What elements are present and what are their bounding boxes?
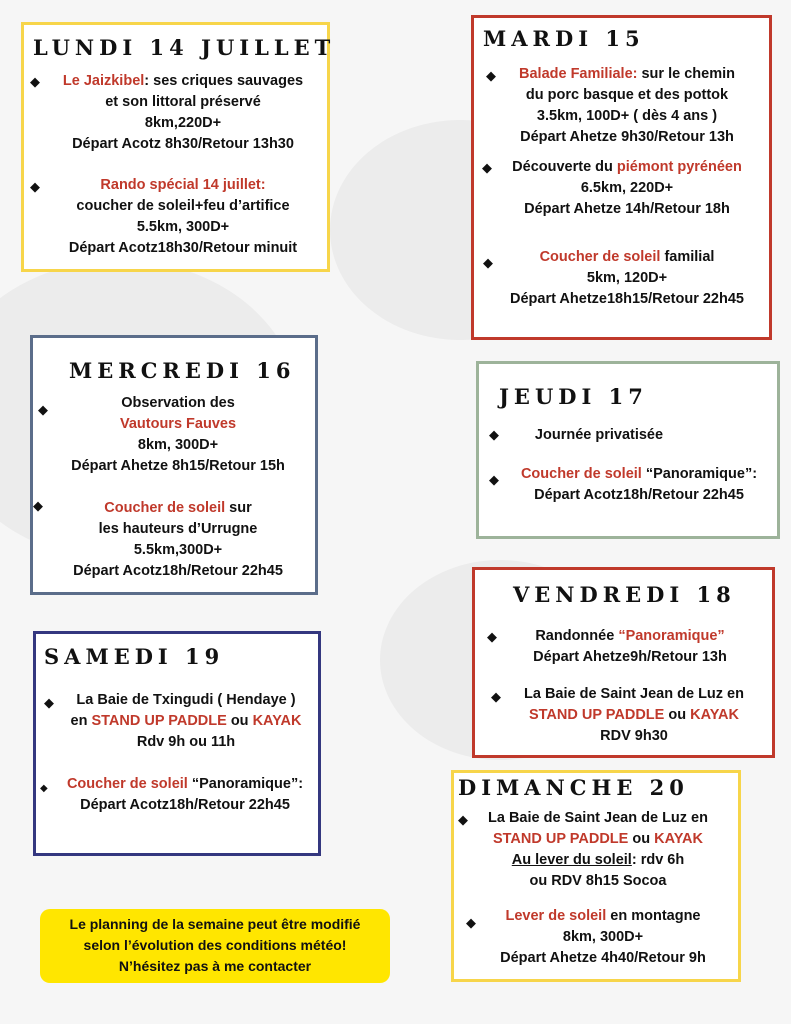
activity-line: RDV 9h30 <box>600 728 668 744</box>
bullet-icon: ◆ <box>30 74 40 89</box>
activity-paddle-stjeandeluz <box>499 684 769 747</box>
activity-paddle-lever-soleil <box>468 808 728 892</box>
activity-line: Départ Ahetze 8h15/Retour 15h <box>71 458 285 474</box>
activity-line: 8km, 300D+ <box>137 437 219 453</box>
activity-name: KAYAK <box>252 713 302 729</box>
activity-name: Vautours Fauves <box>119 416 237 432</box>
card-samedi <box>33 631 321 856</box>
activity-line: Rdv 9h ou 11h <box>136 734 236 750</box>
activity-line: Départ Acotz18h/Retour 22h45 <box>534 487 744 503</box>
day-title: VENDREDI 18 <box>513 582 736 607</box>
activity-name: Coucher de soleil <box>104 500 226 516</box>
activity-desc: sur <box>225 500 252 516</box>
activity-desc: en <box>70 713 92 729</box>
activity-desc: Découverte du <box>512 159 617 175</box>
activity-line: ou RDV 8h15 Socoa <box>529 873 667 889</box>
activity-desc: “Panoramique”: <box>187 776 304 792</box>
card-lundi <box>21 22 336 272</box>
activity-name: Lever de soleil <box>505 908 607 924</box>
bullet-icon: ◆ <box>487 629 497 644</box>
activity-jaizkibel <box>48 71 318 155</box>
activity-line: La Baie de Saint Jean de Luz en <box>524 686 744 702</box>
activity-vautours <box>43 393 313 477</box>
activity-line: Départ Ahetze 14h/Retour 18h <box>524 201 730 217</box>
card-mardi <box>471 15 772 340</box>
activity-line: Départ Acotz18h30/Retour minuit <box>68 240 298 256</box>
bullet-icon: ◆ <box>489 427 499 442</box>
activity-coucher-urrugne <box>43 498 313 582</box>
activity-name: KAYAK <box>654 831 704 847</box>
activity-name: piémont pyrénéen <box>616 159 742 175</box>
day-title: JEUDI 17 <box>499 384 648 409</box>
notice-line: Le planning de la semaine peut être modifié <box>69 916 361 932</box>
activity-line: 5.5km,300D+ <box>133 542 223 558</box>
activity-balade-familiale <box>492 64 762 148</box>
card-jeudi <box>476 361 780 539</box>
activity-coucher-panoramique <box>50 774 320 816</box>
activity-name: STAND UP PADDLE <box>91 713 227 729</box>
bullet-icon: ◆ <box>466 915 476 930</box>
activity-desc: ou <box>628 831 655 847</box>
weather-notice <box>40 909 390 983</box>
activity-journee-privatisee <box>519 425 679 446</box>
activity-line: Départ Ahetze 4h40/Retour 9h <box>500 950 706 966</box>
card-vendredi <box>472 567 775 758</box>
activity-desc: sur le chemin <box>637 66 735 82</box>
activity-line: Journée privatisée <box>534 427 664 443</box>
activity-line: Départ Ahetze18h15/Retour 22h45 <box>510 291 744 307</box>
activity-name: Coucher de soleil <box>539 249 661 265</box>
activity-desc: Randonnée <box>535 628 619 644</box>
notice-line: N’hésitez pas à me contacter <box>118 958 312 974</box>
activity-desc: en montagne <box>606 908 701 924</box>
activity-paddle-txingudi <box>56 690 316 753</box>
card-mercredi <box>30 335 318 595</box>
activity-name: Au lever du soleil <box>511 852 632 868</box>
card-dimanche <box>451 770 741 982</box>
activity-line: Départ Acotz18h/Retour 22h45 <box>80 797 290 813</box>
activity-name: STAND UP PADDLE <box>528 707 665 723</box>
activity-piemont <box>492 157 762 220</box>
bullet-icon: ◆ <box>486 68 496 83</box>
activity-desc: “Panoramique”: <box>641 466 758 482</box>
activity-line: du porc basque et des pottok <box>525 87 729 103</box>
activity-desc: familial <box>660 249 715 265</box>
bullet-icon: ◆ <box>38 402 48 417</box>
activity-desc: ou <box>226 713 253 729</box>
activity-rando-14-juillet <box>48 175 318 259</box>
bullet-icon: ◆ <box>491 689 501 704</box>
bullet-icon: ◆ <box>483 255 493 270</box>
day-title: SAMEDI 19 <box>44 644 225 669</box>
bullet-icon: ◆ <box>30 179 40 194</box>
activity-line: les hauteurs d’Urrugne <box>98 521 258 537</box>
activity-name: KAYAK <box>690 707 740 723</box>
activity-line: 8km, 300D+ <box>562 929 644 945</box>
notice-line: selon l’évolution des conditions météo! <box>83 937 347 953</box>
bullet-icon: ◆ <box>33 498 43 513</box>
activity-line: Départ Ahetze9h/Retour 13h <box>533 649 727 665</box>
activity-desc: : rdv 6h <box>631 852 685 868</box>
activity-lever-soleil-montagne <box>468 906 738 969</box>
activity-line: 5.5km, 300D+ <box>136 219 230 235</box>
bullet-icon: ◆ <box>458 812 468 827</box>
activity-name: “Panoramique” <box>618 628 725 644</box>
activity-line: coucher de soleil+feu d’artifice <box>76 198 290 214</box>
activity-line: 3.5km, 100D+ ( dès 4 ans ) <box>536 108 718 124</box>
activity-line: 6.5km, 220D+ <box>580 180 674 196</box>
day-title: MARDI 15 <box>483 26 645 51</box>
bullet-icon: ◆ <box>44 695 54 710</box>
activity-name: Balade Familiale: <box>519 66 638 82</box>
bullet-icon: ◆ <box>489 472 499 487</box>
activity-line: La Baie de Txingudi ( Hendaye ) <box>76 692 296 708</box>
day-title: MERCREDI 16 <box>69 358 296 383</box>
activity-desc: : ses criques sauvages <box>144 73 304 89</box>
activity-line: 8km,220D+ <box>144 115 222 131</box>
activity-line: Départ Ahetze 9h30/Retour 13h <box>520 129 734 145</box>
activity-line: 5km, 120D+ <box>586 270 668 286</box>
activity-desc: ou <box>664 707 691 723</box>
day-title: LUNDI 14 JUILLET <box>33 35 336 60</box>
activity-line: Observation des <box>121 395 235 411</box>
bullet-icon: ◆ <box>40 783 48 794</box>
activity-name: Coucher de soleil <box>66 776 188 792</box>
activity-line: Départ Acotz 8h30/Retour 13h30 <box>72 136 294 152</box>
activity-coucher-familial <box>492 247 762 310</box>
activity-coucher-panoramique <box>499 464 779 506</box>
day-title: DIMANCHE 20 <box>458 775 689 800</box>
activity-name: Coucher de soleil <box>520 466 642 482</box>
activity-name: Rando spécial 14 juillet: <box>100 177 266 193</box>
activity-name: STAND UP PADDLE <box>492 831 629 847</box>
activity-line: Départ Acotz18h/Retour 22h45 <box>73 563 283 579</box>
activity-rando-panoramique <box>495 626 765 668</box>
activity-line: et son littoral préservé <box>105 94 261 110</box>
activity-name: Le Jaizkibel <box>62 73 145 89</box>
bullet-icon: ◆ <box>482 160 492 175</box>
activity-line: La Baie de Saint Jean de Luz en <box>488 810 708 826</box>
